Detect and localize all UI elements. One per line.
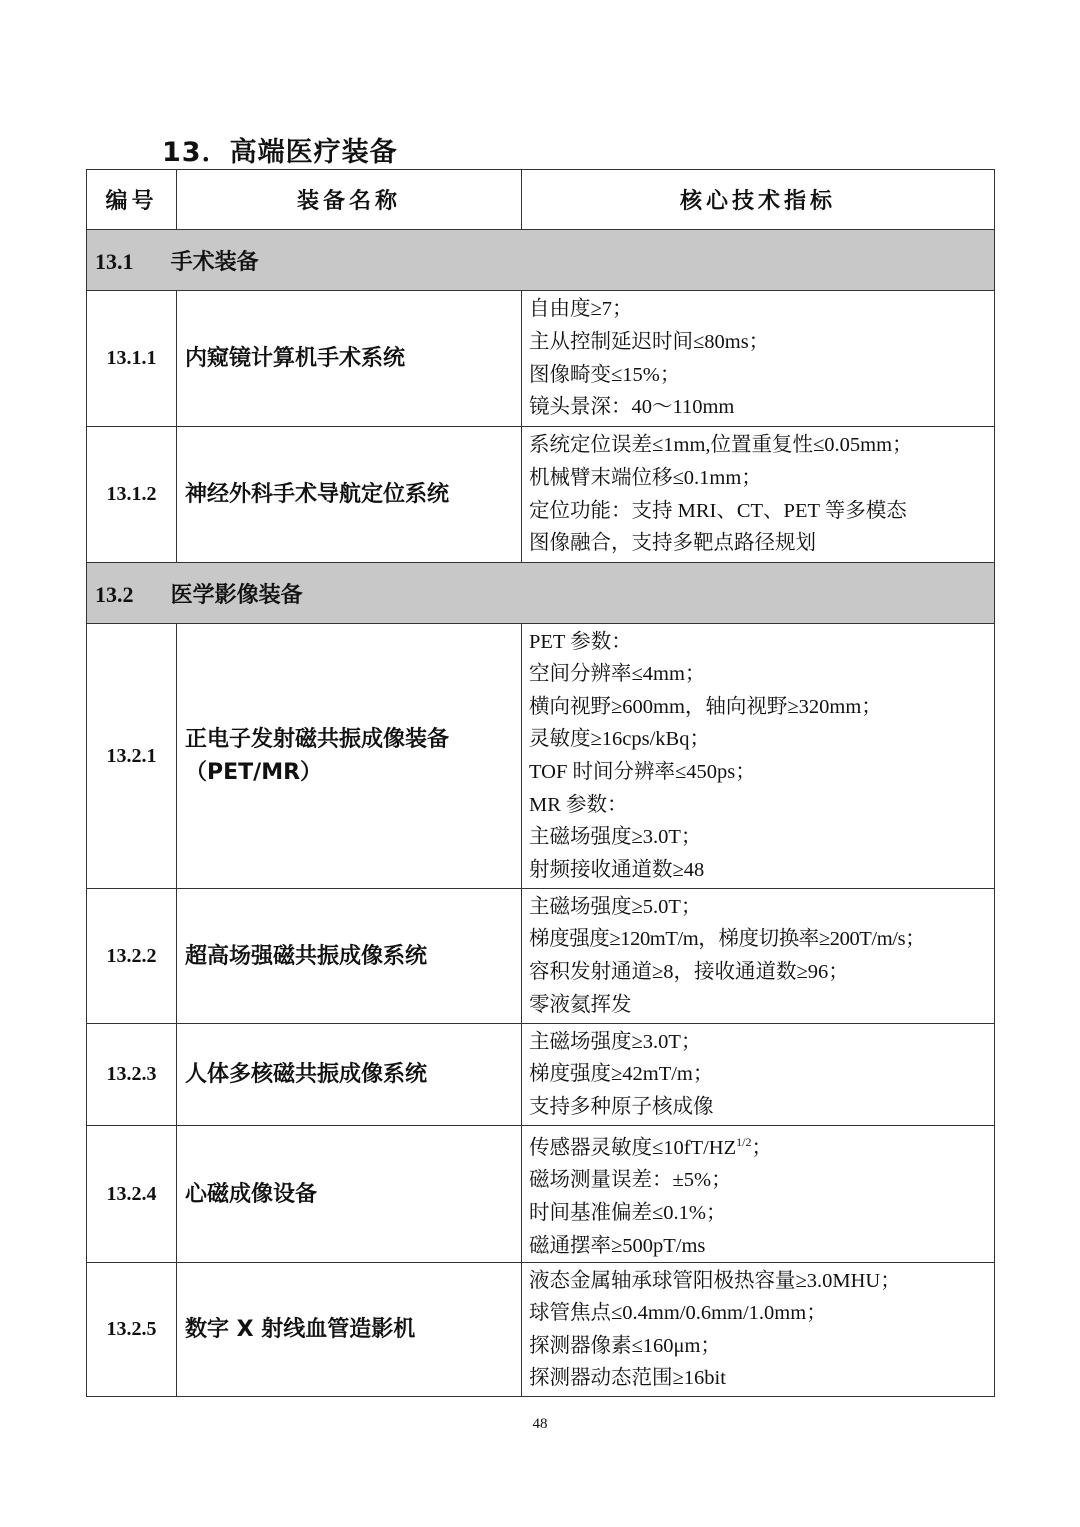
table-row [87,889,995,1024]
item-code: 13.1.1 [87,291,177,427]
spec-line: 主磁场强度≥3.0T； [529,826,702,849]
spec-line: TOF 时间分辨率≤450ps； [529,761,756,783]
category-code: 13.1 [95,248,134,274]
spec-line: 射频接收通道数≥48 [529,858,705,881]
spec-line: 球管焦点≤0.4mm/0.6mm/1.0mm； [529,1302,827,1325]
item-specs [522,427,995,563]
spec-line: 主磁场强度≥3.0T； [529,1030,702,1053]
table-row [87,1024,995,1126]
header-equipment-name: 装备名称 [177,170,522,230]
spec-line: PET 参数： [529,630,632,653]
spec-line: 磁场测量误差：±5%； [529,1169,732,1192]
item-name: 内窥镜计算机手术系统 [177,291,522,427]
spec-line: 零液氦挥发 [529,993,632,1016]
spec-line: 自由度≥7； [529,298,633,321]
table-row [87,291,995,427]
spec-line: 图像畸变≤15%； [529,363,681,386]
spec-line: MR 参数： [529,793,628,816]
spec-line: 定位功能：支持 MRI、CT、PET 等多模态 [529,499,907,522]
spec-line: 磁通摆率≥500pT/ms [529,1234,706,1257]
table-row [87,624,995,889]
header-core-specs: 核心技术指标 [522,170,995,230]
item-code: 13.1.2 [87,427,177,563]
item-name-line: 正电子发射磁共振成像装备 [185,727,450,752]
spec-line: 图像融合，支持多靶点路径规划 [529,532,816,555]
item-code: 13.2.5 [87,1263,177,1397]
spec-line: 空间分辨率≤4mm； [529,663,706,686]
spec-line: 系统定位误差≤1mm,位置重复性≤0.05mm； [529,434,913,457]
spec-line: 容积发射通道≥8，接收通道数≥96； [529,961,849,983]
spec-line: 主从控制延迟时间≤80ms； [529,330,770,353]
category-code: 13.2 [95,581,134,607]
item-name: 人体多核磁共振成像系统 [177,1024,522,1126]
spec-line: 时间基准偏差≤0.1%； [529,1202,727,1225]
item-specs [522,291,995,427]
table-header [87,170,995,230]
item-name: 超高场强磁共振成像系统 [177,889,522,1024]
item-specs [522,1126,995,1263]
item-code: 13.2.2 [87,889,177,1024]
spec-line: 梯度强度≥42mT/m； [529,1063,714,1086]
spec-line: 探测器像素≤160μm； [529,1334,721,1357]
header-code: 编号 [87,170,177,230]
spec-line: 机械臂末端位移≤0.1mm； [529,466,762,489]
item-specs [522,1263,995,1397]
spec-line: 主磁场强度≥5.0T； [529,895,702,918]
category-row [87,230,995,291]
spec-line [529,1126,992,1164]
spec-text: 传感器灵敏度≤10fT/HZ [529,1136,737,1159]
table-row [87,1263,995,1397]
item-name: 神经外科手术导航定位系统 [177,427,522,563]
item-name-line: （PET/MR） [185,760,323,785]
category-name: 手术装备 [170,249,259,275]
item-specs [522,1024,995,1126]
spec-text: ； [751,1136,772,1159]
spec-line: 镜头景深：40～110mm [529,396,735,419]
equipment-spec-table [86,169,995,1397]
spec-line: 支持多种原子核成像 [529,1095,714,1118]
table-row [87,1126,995,1263]
item-code: 13.2.4 [87,1126,177,1263]
category-name: 医学影像装备 [170,582,303,608]
spec-line: 探测器动态范围≥16bit [529,1367,726,1390]
item-name: 数字 X 射线血管造影机 [177,1263,522,1397]
category-row [87,563,995,624]
category-cell [87,230,995,291]
item-code: 13.2.1 [87,624,177,889]
section-title: 13．高端医疗装备 [162,137,398,168]
spec-line: 横向视野≥600mm，轴向视野≥320mm； [529,695,882,718]
item-name [177,624,522,889]
item-code: 13.2.3 [87,1024,177,1126]
spec-line: 液态金属轴承球管阳极热容量≥3.0MHU； [529,1269,901,1292]
item-specs [522,624,995,889]
item-specs [522,889,995,1024]
spec-superscript: 1/2 [736,1135,752,1149]
page-number: 48 [532,1416,548,1432]
spec-line: 灵敏度≥16cps/kBq； [529,728,710,751]
spec-line: 梯度强度≥120mT/m，梯度切换率≥200T/m/s； [529,928,926,951]
item-name: 心磁成像设备 [177,1126,522,1263]
category-cell [87,563,995,624]
table-row [87,427,995,563]
